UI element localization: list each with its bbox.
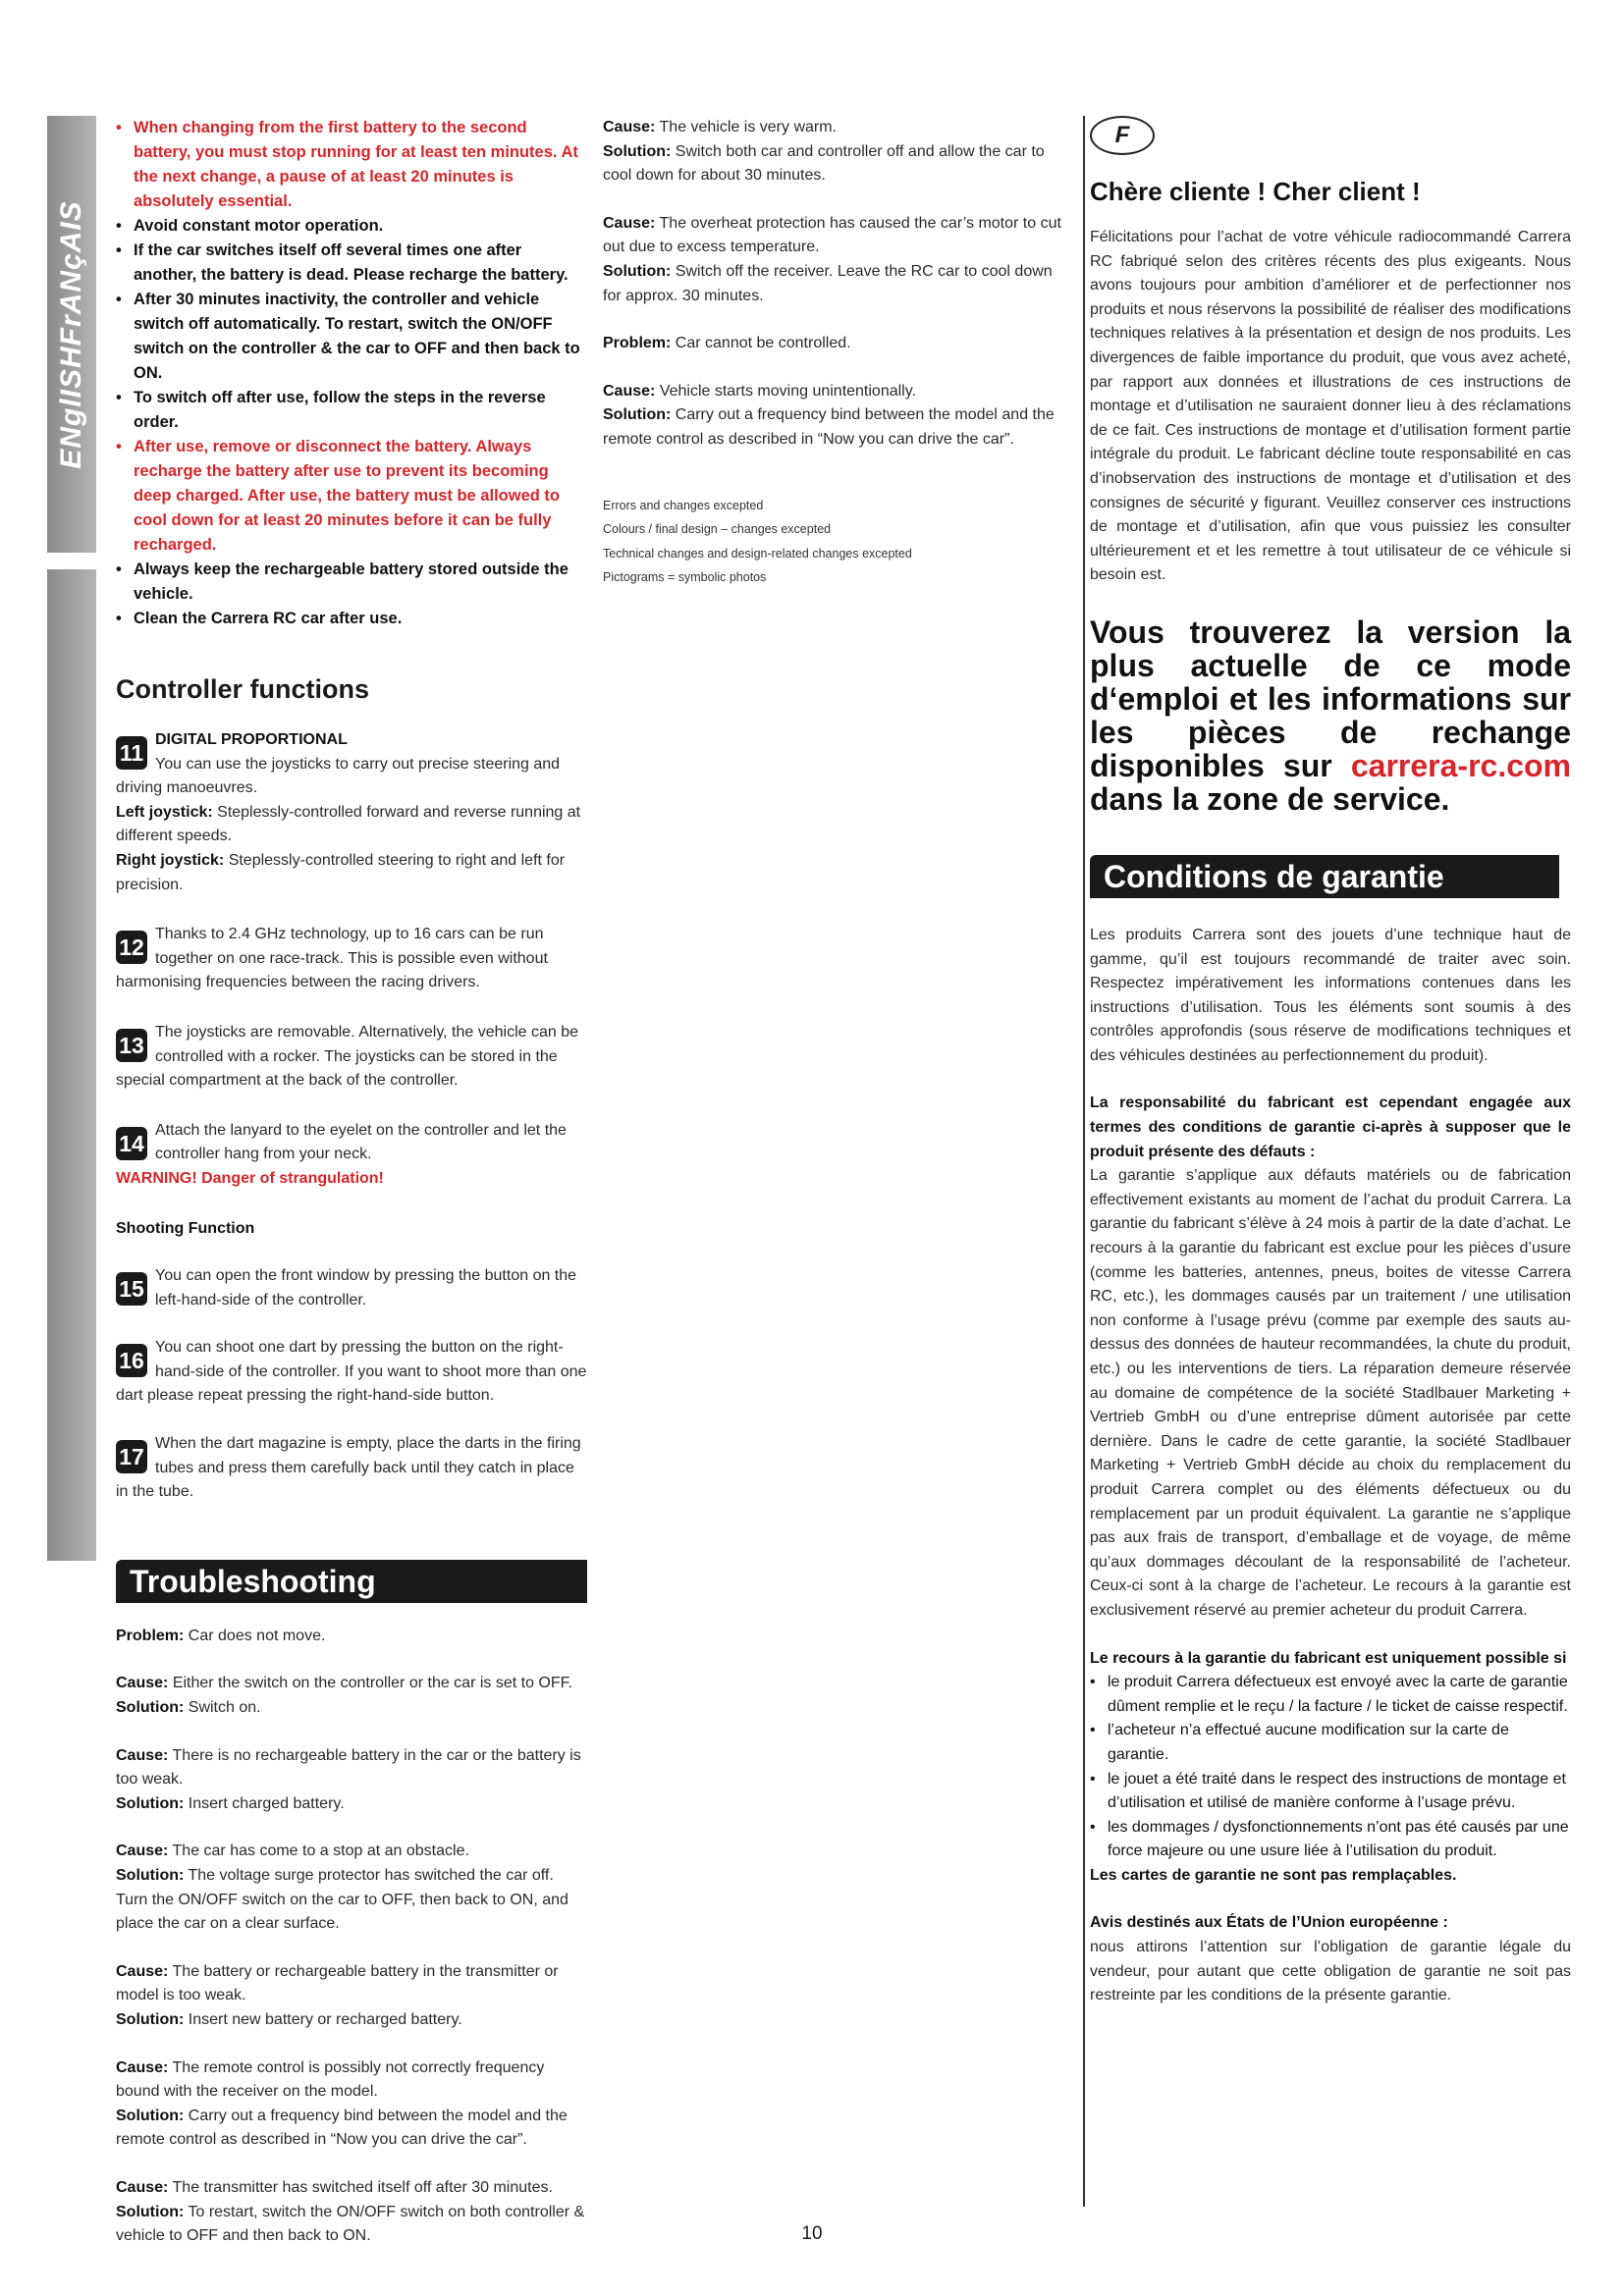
cause-text: The battery or rechargeable battery in the transmitter or model is too weak. [116,1962,559,2004]
problem-text: Car does not move. [188,1627,326,1644]
column-english-middle [603,116,1069,590]
list-item: • When changing from the first battery to the second battery, you must stop running for at least ten minutes. At the next change, a pause of at least 20 minutes is absolutely essential. [116,116,587,214]
solution-label: Solution: [116,2107,185,2124]
list-item: • le produit Carrera défectueux est envoyé avec la carte de garantie dûment remplie et le reçu / la facture / le ticket de caisse respectif. [1090,1671,1571,1719]
solution-text: Switch off the receiver. Leave the RC car to cool down for approx. 30 minutes. [603,262,1053,304]
disclaimer-notes [603,494,1069,590]
cause-label: Cause: [603,382,656,400]
warranty-conditions-heading: Le recours à la garantie du fabricant est uniquement possible si [1090,1649,1567,1667]
troubleshooting-banner: Troubleshooting [116,1560,587,1603]
cause-text: The car has come to a stop at an obstacle. [172,1842,469,1860]
cause-text: Vehicle starts moving unintentionally. [659,382,916,400]
item-15 [116,1264,587,1312]
list-item: • After use, remove or disconnect the battery. Always recharge the battery after use to prevent its becoming deep charged. After use, the battery must be allowed to cool down for at least 20 minutes before it can be fully recharged. [116,435,587,558]
problem-text: Car cannot be controlled. [675,335,851,352]
list-item: • Clean the Carrera RC car after use. [116,607,587,631]
cause-label: Cause: [116,1746,169,1764]
item-text: You can use the joysticks to carry out precise steering and driving manoeuvres. [116,755,561,797]
solution-text: To restart, switch the ON/OFF switch on both controller & vehicle to OFF and then back to ON. [116,2203,585,2245]
list-item: • les dommages / dysfonctionnements n’ont pas été causés par une force majeure ou une usure liée à l’utilisation du produit. [1090,1816,1571,1864]
solution-text: Carry out a frequency bind between the model and the remote control as described in “Now you can drive the car”. [116,2107,568,2149]
warranty-conditions-list [1090,1671,1571,1864]
right-joystick-text: Steplessly-controlled steering to right and left for precision. [116,851,566,893]
solution-label: Solution: [116,1699,185,1717]
item-number-badge: 11 [116,736,147,770]
item-text: You can shoot one dart by pressing the button on the right-hand-side of the controller. If you want to shoot more than one dart please repeat pressing the right-hand-side button. [116,1339,587,1405]
column-english-left [116,116,587,2249]
item-number-badge: 17 [116,1440,147,1473]
language-tab-english-francais [47,116,96,553]
note-line: Colours / final design – changes excepted [603,522,832,537]
cause-label: Cause: [116,1842,169,1860]
list-item: • To switch off after use, follow the steps in the reverse order. [116,386,587,435]
item-text: You can open the front window by pressing the button on the left-hand-side of the controller. [155,1267,577,1308]
item-number-badge: 13 [116,1029,147,1062]
note-line: Errors and changes excepted [603,498,764,512]
note-line: Technical changes and design-related changes excepted [603,546,912,561]
french-language-badge: F [1090,116,1155,155]
list-item: • le jouet a été traité dans le respect des instructions de montage et d’utilisation et utilisé de manière conforme à l’usage prévu. [1090,1768,1571,1816]
item-number-badge: 14 [116,1127,147,1160]
greeting-heading: Chère cliente ! Cher client ! [1090,177,1421,206]
cause-text: There is no rechargeable battery in the car or the battery is too weak. [116,1746,581,1789]
cause-text: The transmitter has switched itself off after 30 minutes. [172,2178,553,2196]
cause-text: The vehicle is very warm. [659,119,838,135]
notice-text-end: dans la zone de service. [1090,780,1450,817]
right-joystick-label: Right joystick: [116,851,225,869]
warranty-terms: La garantie s’applique aux défauts matériels ou de fabrication effectivement existants au moment de l’achat du produit Carrera. La garantie du fabricant s’élève à 24 mois à partir de la date d’achat. Le recours à la garantie du fabricant est exclue pour les pièces d’usure (comme les batteries, antennes, pneus, boites de vitesse Carrera RC, etc.), les dommages causés par un traitement / une utilisation non conforme à l’usage prévu (comme par exemple des sauts au-dessus des données de hauteur recommandées, la chute du produit, etc.) ou les interventions de tiers. La réparation demeure réservée au domaine de compétence de la société Stadlbauer Marketing + Vertrieb GmbH ou d’une entreprise dûment autorisée par cette dernière. Dans le cadre de cette garantie, la société Stadlbauer Marketing + Vertrieb GmbH décide au choix du remplacement du produit Carrera complet ou des éléments défectueux ou du remplacement par un produit équivalent. La garantie ne s’applique pas aux frais de transport, d’emballage et de voyage, de même qu’aux dommages découlant de la responsabilité de l’acheteur. Ceux-ci sont à la charge de l’acheteur. Le recours à la garantie est exclusivement réservé au premier acheteur du produit Carrera. [1090,1167,1571,1619]
item-14 [116,1119,587,1192]
strangulation-warning: WARNING! Danger of strangulation! [116,1169,384,1187]
solution-text: Insert new battery or recharged battery. [188,2010,462,2028]
shooting-function-heading: Shooting Function [116,1219,255,1237]
latest-version-notice [1090,615,1571,816]
column-divider [1083,116,1085,2207]
cause-label: Cause: [116,2178,169,2196]
intro-paragraph: Félicitations pour l’achat de votre véhicule radiocommandé Carrera RC fabriqué selon des critères récents des plus exigeants. Nous avons toujours pour ambition d’améliorer et de perfectionner nos produits et nous réservons la possibilité de réaliser des modifications techniques relatives à la présentation et design de nos produits. Les divergences de faible importance du produit, que vous avez acheté, par rapport aux données et illustrations de ces instructions de montage et d’utilisation ne sauraient donner lieu à des réclamations de ce fait. Ces instructions de montage et d’utilisation forment partie intégrale du produit. Le fabricant décline toute responsabilité en cas d’inobservation des instructions de montage et d’utilisation et des consignes de sécurité y figurant. Veuillez conserver ces instructions de montage et d’utilisation, afin que vous puissiez les consulter ultérieurement et et les remettre à tout utilisateur de ce véhicule si besoin est. [1090,229,1571,584]
solution-text: Switch on. [188,1699,261,1717]
problem-label: Problem: [603,335,672,352]
cause-label: Cause: [116,1962,169,1980]
warranty-liability-heading: La responsabilité du fabricant est cependant engagée aux termes des conditions de garantie ci-après à supposer que le produit présente des défauts : [1090,1095,1571,1160]
solution-text: Carry out a frequency bind between the model and the remote control as described in “Now you can drive the car”. [603,406,1055,448]
item-17 [116,1432,587,1505]
item-text: The joysticks are removable. Alternatively, the vehicle can be controlled with a rocker. The joysticks can be stored in the special compartment at the back of the controller. [116,1023,579,1090]
cause-label: Cause: [603,119,656,135]
solution-label: Solution: [116,1794,185,1812]
item-12 [116,923,587,995]
battery-bullet-list [116,116,587,631]
solution-label: Solution: [116,2010,185,2028]
problem-label: Problem: [116,1627,185,1644]
item-number-badge: 12 [116,931,147,964]
cause-text: The remote control is possibly not correctly frequency bound with the receiver on the model. [116,2058,545,2101]
page-number: 10 [801,2223,823,2244]
item-text: When the dart magazine is empty, place the darts in the firing tubes and press them carefully back until they catch in place in the tube. [116,1435,581,1501]
solution-text: Insert charged battery. [188,1794,345,1812]
note-line: Pictograms = symbolic photos [603,570,767,585]
solution-text: Switch both car and controller off and allow the car to cool down for about 30 minutes. [603,142,1045,185]
warranty-banner: Conditions de garantie [1090,855,1559,898]
notice-text: Vous trouverez la version la plus actuelle de ce mode d‘emploi et les informations sur les pièces de rechange disponibles sur [1090,614,1571,783]
solution-label: Solution: [603,142,672,160]
cause-label: Cause: [116,1675,169,1692]
item-number-badge: 15 [116,1272,147,1306]
list-item: • Always keep the rechargeable battery stored outside the vehicle. [116,558,587,607]
warranty-cards-note: Les cartes de garantie ne sont pas remplaçables. [1090,1866,1457,1884]
solution-label: Solution: [603,262,672,280]
cause-label: Cause: [603,214,656,232]
column-french [1090,116,1571,2008]
eu-notice-text: nous attirons l’attention sur l’obligation de garantie légale du vendeur, pour autant que cette obligation de garantie ne soit pas restreinte par les conditions de la présente garantie. [1090,1939,1571,2004]
item-title: DIGITAL PROPORTIONAL [155,731,348,748]
left-joystick-label: Left joystick: [116,803,213,821]
solution-text: The voltage surge protector has switched the car off. Turn the ON/OFF switch on the car to OFF, then back to ON, and place the car on a clear surface. [116,1867,568,1933]
item-16 [116,1336,587,1409]
left-joystick-text: Steplessly-controlled forward and reverse running at different speeds. [116,803,581,845]
item-text: Thanks to 2.4 GHz technology, up to 16 cars can be run together on one race-track. This is possible even without harmonising frequencies between the racing drivers. [116,926,548,991]
item-11 [116,728,587,897]
list-item: • l’acheteur n’a effectué aucune modification sur la carte de garantie. [1090,1719,1571,1767]
cause-text: Either the switch on the controller or the car is set to OFF. [172,1675,573,1692]
list-item: • Avoid constant motor operation. [116,214,587,239]
language-tab-lower [47,569,96,1561]
eu-notice-heading: Avis destinés aux États de l’Union européenne : [1090,1914,1448,1932]
warranty-intro: Les produits Carrera sont des jouets d’une technique haut de gamme, qu’il est toujours recommandé de traiter avec soin. Respectez impérativement les informations contenues dans les instructions d’utilisation. Tous les éléments sont soumis à des contrôles approfondis (sous réserve de modifications techniques et des véhicules destinées au perfectionnement du produit). [1090,926,1571,1064]
language-tab-label: ENglISHFrANçAIS [55,199,87,469]
cause-label: Cause: [116,2058,169,2076]
controller-functions-heading: Controller functions [116,674,369,704]
item-text: Attach the lanyard to the eyelet on the controller and let the controller hang from your neck. [155,1121,567,1163]
solution-label: Solution: [116,1867,185,1884]
item-13 [116,1021,587,1094]
carrera-rc-link[interactable]: carrera-rc.com [1350,747,1571,783]
cause-text: The overheat protection has caused the car’s motor to cut out due to excess temperature. [603,214,1061,256]
item-number-badge: 16 [116,1344,147,1377]
solution-label: Solution: [603,406,672,424]
list-item: • If the car switches itself off several times one after another, the battery is dead. Please recharge the battery. [116,239,587,288]
list-item: • After 30 minutes inactivity, the controller and vehicle switch off automatically. To restart, switch the ON/OFF switch on the controller & the car to OFF and then back to ON. [116,288,587,386]
solution-label: Solution: [116,2203,185,2220]
troubleshooting-list [116,1625,587,2249]
